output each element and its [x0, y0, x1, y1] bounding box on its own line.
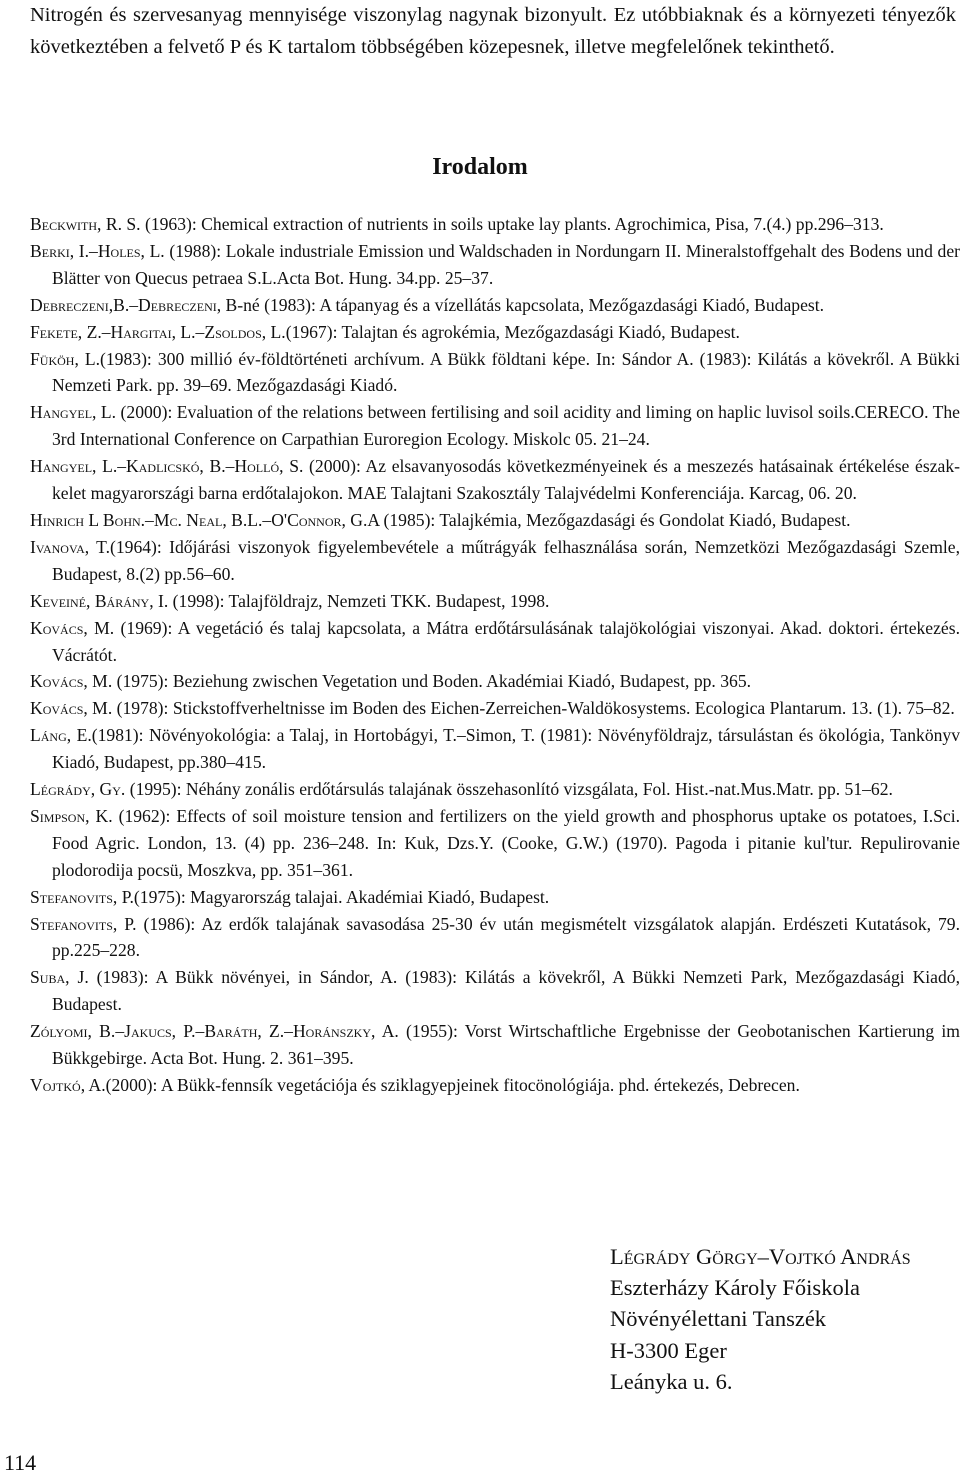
reference-author: Füköh, L.: [30, 348, 101, 369]
reference-author: Beckwith, R. S.: [30, 214, 141, 234]
page-number: 114: [4, 1450, 37, 1475]
author-names: Légrády Görgy–Vojtkó András: [610, 1244, 911, 1269]
reference-author: Suba, J.: [30, 967, 89, 988]
reference-item: [30, 722, 960, 776]
reference-text: (1969): A vegetáció és talaj kapcsolata, a Mátra erdőtársulásának talajökológiai viszonyai. Akad. doktori. értekezés. Vácrátót.: [52, 617, 960, 665]
reference-author: Simpson, K.: [30, 805, 113, 826]
reference-author: Stefanovits, P.: [30, 913, 137, 934]
reference-item: [30, 211, 960, 238]
reference-item: [30, 615, 960, 669]
reference-text: (1955): Vorst Wirtschaftliche Ergebnisse der Geobotanischen Kartierung im Bükkgebirge. Acta Bot. Hung. 2. 361–395.: [52, 1021, 960, 1069]
intro-paragraph: Nitrogén és szervesanyag mennyisége viszonylag nagynak bizonyult. Ez utóbbiaknak és a környezeti tényezők következtében a felvető P és K tartalom többségében közepesnek, illetve megfelelőnek tekinthető.: [30, 4, 956, 58]
reference-item: [30, 453, 960, 507]
reference-text: (1964): Időjárási viszonyok figyelembevétele a műtrágyák felhasználása során, Nemzetközi Mezőgazdasági Szemle, Budapest, 8.(2) pp.56–60.: [52, 536, 960, 584]
reference-item: [30, 292, 960, 319]
reference-item: [30, 346, 960, 400]
reference-text: (1988): Lokale industriale Emission und Waldschaden in Nordungarn II. Mineralstoffgehalt des Bodens und der Blätter von Quecus petraea S.L.Acta Bot. Hung. 34.pp. 25–37.: [52, 240, 960, 288]
reference-text: (2000): Az elsavanyosodás következményeinek és a meszezés hatásainak értékelése észak-kelet magyarországi barna erdőtalajokon. MAE Talajtani Szakosztály Talajvédelmi Konferenciája. Karcag, 06. 20.: [52, 456, 960, 504]
reference-author: Berki, I.–Holes, L.: [30, 240, 165, 261]
reference-text: (1975): Beziehung zwischen Vegetation und Boden. Akadémiai Kiadó, Budapest, pp. 365.: [112, 671, 752, 692]
reference-author: Stefanovits, P.: [30, 886, 134, 907]
postal-city: H-3300 Eger: [610, 1337, 727, 1363]
reference-author: Hangyel, L.–Kadlicskó, B.–Holló, S.: [30, 456, 304, 477]
reference-text: (1967): Talajtan és agrokémia, Mezőgazdasági Kiadó, Budapest.: [285, 321, 740, 342]
department-name: Növényélettani Tanszék: [610, 1306, 827, 1332]
reference-text: (1995): Néhány zonális erdőtársulás talajának összehasonlító vizsgálata, Fol. Hist.-nat.Mus.Matr. pp. 51–62.: [125, 779, 893, 800]
reference-text: B-né (1983): A tápanyag és a vízellátás kapcsolata, Mezőgazdasági Kiadó, Budapest.: [221, 294, 825, 315]
reference-author: Keveiné, Bárány, I.: [30, 590, 169, 611]
reference-item: [30, 534, 960, 588]
reference-text: A (1985): Talajkémia, Mezőgazdasági és Gondolat Kiadó, Budapest.: [367, 509, 851, 530]
reference-text: (2000): Evaluation of the relations between fertilising and soil acidity and liming on haplic luvisol soils.CERECO. The 3rd International Conference on Carpathian Euroregion Ecology. Miskolc 05. 21–24.: [52, 402, 960, 450]
reference-item: [30, 399, 960, 453]
reference-text: (1981): Növényokológia: a Talaj, in Hortobágyi, T.–Simon, T. (1981): Növényföldrajz, társulástan és ökológia, Tankönyv Kiadó, Budapest, pp.380–415.: [52, 725, 960, 773]
reference-author: Láng, E.: [30, 725, 92, 746]
section-heading: Irodalom: [432, 154, 528, 180]
reference-item: [30, 884, 960, 911]
reference-author: Kovács, M.: [30, 617, 115, 638]
reference-item: [30, 507, 960, 534]
reference-author: Hangyel, L.: [30, 402, 117, 423]
reference-author: Ivanova, T.: [30, 536, 111, 557]
reference-item: [30, 588, 960, 615]
reference-author: Zólyomi, B.–Jakucs, P.–Baráth, Z.–Horánszky, A.: [30, 1021, 399, 1042]
reference-item: [30, 911, 960, 965]
reference-text: (1975): Magyarország talajai. Akadémiai Kiadó, Budapest.: [133, 886, 550, 907]
reference-item: [30, 319, 960, 346]
reference-author: Légrády, Gy.: [30, 779, 126, 800]
reference-author: Fekete, Z.–Hargitai, L.–Zsoldos, L.: [30, 321, 286, 342]
reference-author: Vojtkó, A.: [30, 1075, 106, 1095]
reference-item: [30, 695, 960, 722]
reference-text: (1963): Chemical extraction of nutrients in soils uptake lay plants. Agrochimica, Pisa, 7.(4.) pp.296–313.: [140, 214, 884, 234]
reference-item: [30, 1018, 960, 1072]
reference-text: (2000): A Bükk-fennsík vegetációja és sziklagyepjeinek fitocönológiája. phd. értekezés, Debrecen.: [105, 1075, 800, 1095]
reference-text: (1983): A Bükk növényei, in Sándor, A. (1983): Kilátás a kövekről, A Bükki Nemzeti Park, Mezőgazdasági Kiadó, Budapest.: [52, 967, 960, 1015]
institution-name: Eszterházy Károly Főiskola: [610, 1275, 860, 1301]
reference-item: [30, 964, 960, 1018]
reference-text: (1962): Effects of soil moisture tension and fertilizers on the yield growth and phosphorus uptake os potatoes, I.Sci. Food Agric. London, 13. (4) pp. 236–248. In: Kuk, Dzs.Y. (Cooke, G.W.) (1970). Pagoda i pitanie kul'tur. Repulirovanie plodorodija pocsü, Moszkva, pp. 351–361.: [52, 805, 960, 880]
reference-text: (1978): Stickstoffverheltnisse im Boden des Eichen-Zerreichen-Waldökosystems. Ecologica Plantarum. 13. (1). 75–82.: [112, 698, 955, 719]
author-address-block: [610, 1241, 960, 1397]
reference-item: [30, 1072, 960, 1099]
reference-author: Debreczeni,B.–Debreczeni,: [30, 294, 222, 315]
reference-item: [30, 238, 960, 292]
reference-text: (1986): Az erdők talajának savasodása 25-30 év után megismételt vizsgálatok alapján. Erdészeti Kutatások, 79. pp.225–228.: [52, 913, 960, 961]
reference-author: Hinrich L Bohn.–Mc. Neal, B.L.–O'Connor, G.: [30, 509, 368, 530]
reference-item: [30, 668, 960, 695]
reference-list: [30, 211, 960, 1099]
street-address: Leányka u. 6.: [610, 1368, 733, 1394]
reference-text: (1998): Talajföldrajz, Nemzeti TKK. Budapest, 1998.: [168, 590, 550, 611]
reference-item: [30, 803, 960, 884]
reference-author: Kovács, M.: [30, 698, 113, 719]
reference-item: [30, 776, 960, 803]
reference-text: (1983): 300 millió év-földtörténeti archívum. A Bükk földtani képe. In: Sándor A. (1983): Kilátás a kövekről. A Bükki Nemzeti Park. pp. 39–69. Mezőgazdasági Kiadó.: [52, 348, 960, 396]
reference-author: Kovács, M.: [30, 671, 113, 692]
